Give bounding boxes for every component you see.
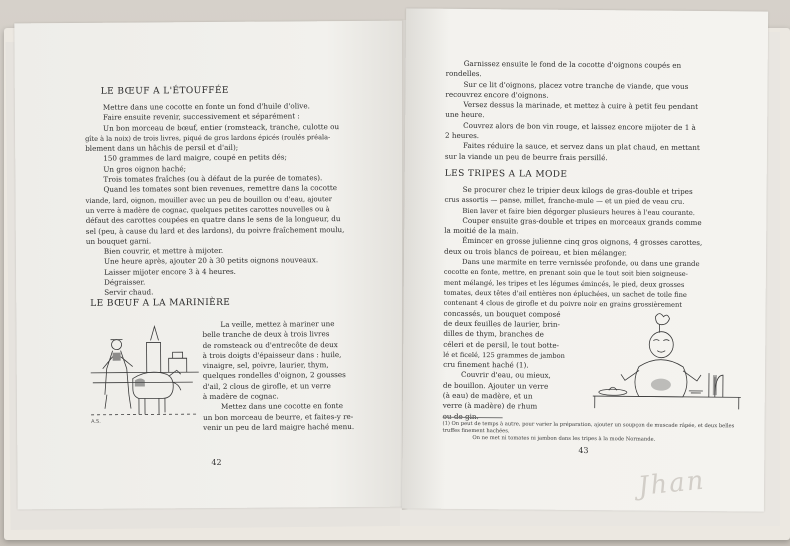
text-line: sur la viande un peu de beurre frais persillé. xyxy=(444,151,608,162)
text-line: de romsteack ou d'entrecôte de deux xyxy=(202,339,338,350)
text-line: de bouillon. Ajouter un verre xyxy=(442,380,549,391)
text-line: Mettez dans une cocotte en fonte xyxy=(220,401,343,412)
text-line: 2 heures. xyxy=(445,130,480,141)
text-line: Trois tomates fraîches (ou à défaut de la purée de tomates). xyxy=(103,173,323,184)
text-line: ou de gin. xyxy=(442,411,479,421)
footnote-line: (1) On peut de temps à autre, pour varier la préparation, ajouter un soupçon de muscade râpée, et deux belles truffes finement hachées. xyxy=(442,420,735,435)
recipe-text-tripes xyxy=(443,185,748,322)
text-line: cru finement haché (1). xyxy=(443,359,529,370)
text-line: lé et ficelé, 125 grammes de jambon xyxy=(443,350,565,360)
text-line: Bien couvrir, et mettre à mijoter. xyxy=(103,246,224,256)
text-line: La veille, mettez à mariner une xyxy=(220,319,335,329)
text-line: sel (peu, à cause du lard et des lardons), du poivre fraîchement moulu, xyxy=(85,224,345,236)
text-line: deux ou trois blancs de poireau, et bien mélanger. xyxy=(444,246,628,258)
illustration-initials: A.S. xyxy=(91,418,101,425)
text-line: d'ail, 2 clous de girofle, et un verre xyxy=(202,380,331,391)
recipe-text-tripes-narrow xyxy=(443,319,584,423)
pencil-signature: Jhan xyxy=(636,465,707,502)
text-line: recouvrez encore d'oignons. xyxy=(445,89,549,100)
text-line: vinaigre, sel, poivre, laurier, thym, xyxy=(202,360,329,371)
text-line: tomates, deux têtes d'ail entières non épluchées, un sachet de toile fine xyxy=(443,288,687,299)
text-line: Laisser mijoter encore 3 à 4 heures. xyxy=(104,266,236,277)
text-line: à madère de cognac. xyxy=(202,391,279,402)
text-line: contenant 4 clous de girofle et du poivre noir en grains grossièrement xyxy=(443,299,683,310)
text-line: une heure. xyxy=(445,110,485,120)
left-page xyxy=(14,21,407,510)
footnote-line: On ne met ni tomates ni jambon dans les tripes à la mode Normande. xyxy=(472,435,656,443)
text-line: Couper ensuite gras-double et tripes en morceaux grands comme xyxy=(462,215,702,227)
text-line: gîte à la noix) de trois livres, piqué de gros lardons épicés (roulés préala- xyxy=(85,133,331,143)
text-line: blement dans un hâchis de persil et d'ail); xyxy=(85,142,239,154)
text-line: Faire ensuite revenir, successivement et séparément : xyxy=(102,111,300,123)
text-line: ment mélangé, les tripes et les légumes émincés, le pied, deux grosses xyxy=(443,278,685,289)
recipe-title-tripes-a-la-mode: LES TRIPES A LA MODE xyxy=(444,168,568,180)
text-line: Un gros oignon haché; xyxy=(103,163,187,174)
text-line: rondelles. xyxy=(445,69,482,79)
text-line: (à eau) de madère, et un xyxy=(442,390,533,401)
text-line: un verre à madère de cognac, quelques petites carottes nouvelles ou à xyxy=(85,205,330,215)
text-line: Couvrez alors de bon vin rouge, et laissez encore mijoter de 1 à xyxy=(463,120,696,132)
recipe-text-boeuf-mariniere xyxy=(202,319,383,434)
text-line: cocotte en fonte, mettre, en prenant soin que le tout soit bien soigneuse- xyxy=(443,268,688,279)
text-line: de deux feuilles de laurier, brin- xyxy=(443,318,561,329)
text-line: Mettre dans une cocotte en fonte un fond d'huile d'olive. xyxy=(102,101,310,112)
text-line: Émincer en grosse julienne cinq gros oignons, 4 grosses carottes, xyxy=(462,236,703,248)
text-line: céleri et de persil, le tout botte- xyxy=(443,339,560,350)
text-line: à trois doigts d'épaisseur dans : huile, xyxy=(202,349,342,360)
text-line: quelques rondelles d'oignon, 2 gousses xyxy=(202,370,346,381)
text-line: Faites réduire la sauce, et servez dans un plat chaud, en mettant xyxy=(462,141,700,153)
recipe-text-boeuf-etouffee xyxy=(85,101,386,299)
text-line: un bon morceau de beurre, et faites-y re- xyxy=(203,411,354,422)
footnote xyxy=(442,421,742,445)
text-line: Un bon morceau de bœuf, entier (romsteack, tranche, culotte ou xyxy=(103,121,340,133)
chef-at-table-illustration xyxy=(589,310,746,415)
text-line: verre (à madère) de rhum xyxy=(442,401,538,411)
text-line: Une heure après, ajouter 20 à 30 petits oignons nouveaux. xyxy=(103,255,319,267)
text-line: Sur ce lit d'oignons, placez votre tranche de viande, que vous xyxy=(463,79,689,91)
text-line: crus assortis — panse, millet, franche-mule — et un pied de veau cru. xyxy=(444,196,685,207)
text-line: 150 grammes de lard maigre, coupé en petits dés; xyxy=(103,152,287,164)
text-line: Dans une marmite en terre vernissée profonde, ou dans une grande xyxy=(461,258,700,269)
text-line: Se procurer chez le tripier deux kilogs de gras-double et tripes xyxy=(462,184,693,196)
text-line: venir un peu de lard maigre haché menu. xyxy=(203,421,355,433)
recipe-text-mariniere-continued xyxy=(445,59,746,165)
text-line: défaut des carottes coupées en quatre dans le sens de la longueur, du xyxy=(85,214,341,226)
text-line: Versez dessus la marinade, et mettez à cuire à petit feu pendant xyxy=(463,100,699,112)
text-line: Garnissez ensuite le fond de la cocotte d'oignons coupés en xyxy=(463,58,682,70)
page-number: 42 xyxy=(211,457,222,468)
recipe-title-boeuf-mariniere: LE BŒUF A LA MARINIÈRE xyxy=(90,297,231,309)
text-line: viande, lard, oignon, mouiller avec un peu de bouillon ou d'eau, ajouter xyxy=(85,194,332,205)
right-page xyxy=(402,8,768,511)
page-number: 43 xyxy=(578,445,589,456)
text-line: Dégraisser. xyxy=(104,277,146,287)
text-line: concassés, un bouquet composé xyxy=(443,308,561,319)
sailor-and-cow-illustration xyxy=(88,322,201,425)
text-line: belle tranche de deux à trois livres xyxy=(202,329,330,340)
text-line: Quand les tomates sont bien revenues, remettre dans la cocotte xyxy=(103,183,338,195)
recipe-title-boeuf-etouffee: LE BŒUF A L'ÉTOUFFÉE xyxy=(100,85,229,97)
text-line: la moitié de la main. xyxy=(444,225,519,236)
text-line: Servir chaud. xyxy=(104,287,154,298)
text-line: Couvrir d'eau, ou mieux, xyxy=(460,370,551,381)
text-line: Bien laver et faire bien dégorger plusieurs heures à l'eau courante. xyxy=(462,206,695,217)
text-line: un bouquet garni. xyxy=(85,236,152,246)
text-line: dilles de thym, branches de xyxy=(443,329,544,339)
